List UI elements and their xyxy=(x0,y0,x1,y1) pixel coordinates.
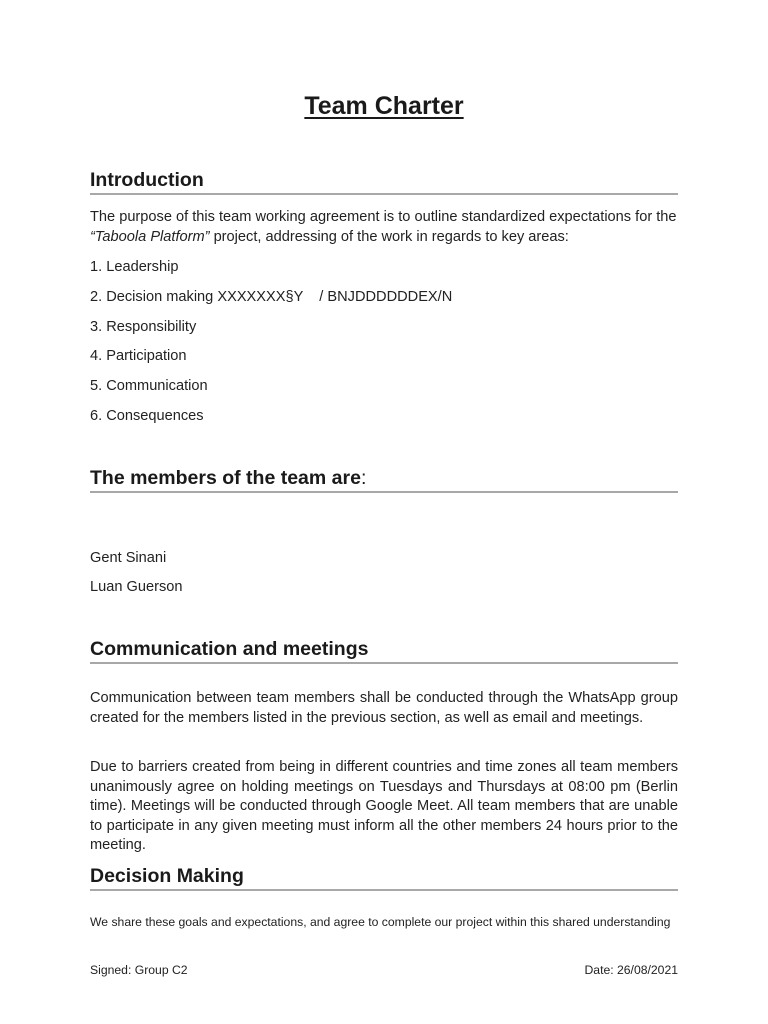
communication-paragraph-2: Due to barriers created from being in different countries and time zones all team members unanimously agree on holding meetings on Tuesdays and Thursdays at 08:00 pm (Berlin time). Meetings will be conducted through Google Meet. All team members that are unable to participate in any given meeting must inform all the other members 24 hours prior to the meeting. xyxy=(90,759,678,853)
introduction-paragraph xyxy=(90,208,678,247)
date-line: Date: 26/08/2021 xyxy=(584,963,678,977)
signed-line: Signed: Group C2 xyxy=(90,963,188,977)
member-name-2: Luan Guerson xyxy=(90,579,183,595)
communication-heading xyxy=(90,637,678,664)
list-item-responsibility: 3. Responsibility xyxy=(90,319,197,335)
member-name-1: Gent Sinani xyxy=(90,550,167,566)
introduction-heading xyxy=(90,168,678,195)
members-heading xyxy=(90,466,678,493)
introduction-paragraph-part2: project, addressing of the work in regards to key areas: xyxy=(209,228,569,245)
communication-paragraph-1: Communication between team members shall be conducted through the WhatsApp group created for the members listed in the previous section, as well as email and meetings. xyxy=(90,690,678,726)
agreement-statement: We share these goals and expectations, and agree to complete our project within this shared understanding xyxy=(90,915,671,929)
list-item-leadership: 1. Leadership xyxy=(90,259,179,275)
document-title: Team Charter xyxy=(304,92,464,120)
list-item-communication: 5. Communication xyxy=(90,378,208,394)
communication-heading-text: Communication and meetings xyxy=(90,638,369,660)
members-heading-colon: : xyxy=(360,467,367,489)
introduction-paragraph-part1: The purpose of this team working agreement is to outline standardized expectations for the xyxy=(90,209,677,225)
list-item-consequences: 6. Consequences xyxy=(90,408,204,424)
decision-making-heading-text: Decision Making xyxy=(90,865,244,887)
list-item-decision-making: 2. Decision making XXXXXXX§Y / BNJDDDDDDEX/N xyxy=(90,289,453,305)
members-heading-text: The members of the team are xyxy=(90,467,361,489)
introduction-heading-text: Introduction xyxy=(90,169,204,191)
list-item-participation: 4. Participation xyxy=(90,348,187,364)
decision-making-heading xyxy=(90,864,678,891)
project-name: “Taboola Platform” xyxy=(90,228,210,245)
